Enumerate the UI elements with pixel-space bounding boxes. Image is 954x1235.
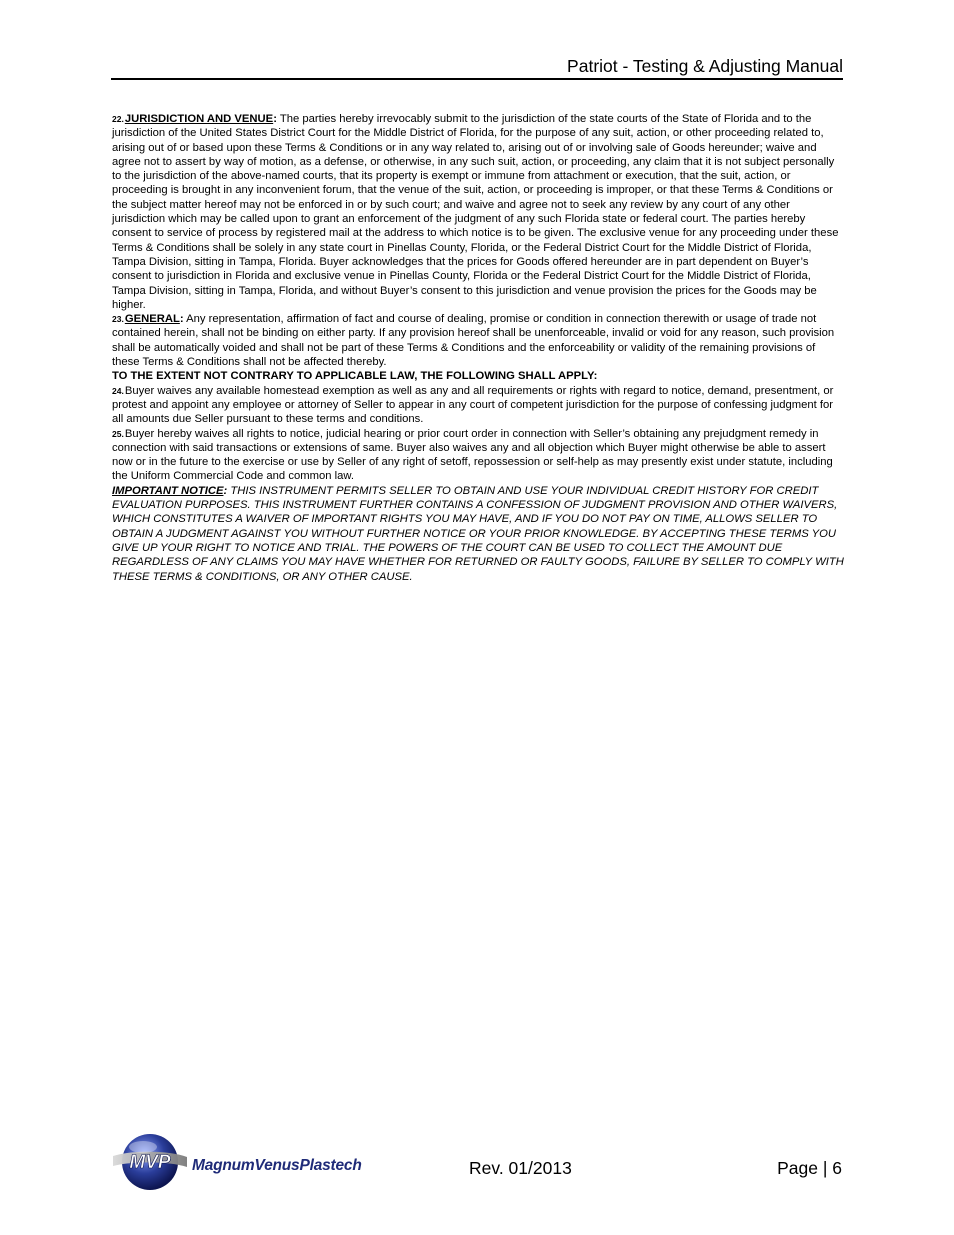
section-24 [112,384,844,427]
section-23-text: Any representation, affirmation of fact and course of dealing, promise or condition in connection therewith or usage of trade not contained herein, shall not be binding on either party. If any provision hereof shall be unenforceable, invalid or void for any reason, such provision shall be automatically voided and shall not be part of these Terms & Conditions and the enforceability or validity of the remaining provisions of these Terms & Conditions shall not be affected thereby. [112,313,835,369]
page-footer [111,1128,843,1194]
logo-mark-text: MVP [129,1152,171,1173]
company-logo [111,1130,401,1192]
logo-wordmark: MagnumVenusPlastech [192,1157,362,1174]
important-notice [112,484,844,584]
page-number: Page | 6 [777,1158,842,1178]
section-23 [112,312,844,369]
important-notice-heading: IMPORTANT NOTICE [112,484,224,497]
section-23-colon: : [179,313,184,326]
important-notice-colon: : [223,484,228,497]
revision-label: Rev. 01/2013 [469,1158,572,1178]
section-22 [112,112,844,312]
section-23-number: 23. [112,314,124,325]
section-22-colon: : [273,113,277,125]
section-24-text: Buyer waives any available homestead exemption as well as any and all requirements or rights with regard to notice, demand, presentment, or protest and appoint any employee or attorney of Seller to appear in any court of competent jurisdiction for the purpose of confessing judgment for all amounts due Seller pursuant to these terms and conditions. [112,384,834,426]
terms-content [112,112,844,584]
important-notice-text: THIS INSTRUMENT PERMITS SELLER TO OBTAIN AND USE YOUR INDIVIDUAL CREDIT HISTORY FOR CREDIT EVALUATION PURPOSES. THIS INSTRUMENT FURTHER CONTAINS A CONFESSION OF JUDGMENT PROVISION AND OTHER WAIVERS, WHICH CONSTITUTES A WAIVER OF IMPORTANT RIGHTS YOU MAY HAVE, AND IF YOU DO NOT PAY ON TIME, ALLOWS SELLER TO OBTAIN A JUDGMENT AGAINST YOU WITHOUT FURTHER NOTICE OR YOUR PRIOR KNOWLEDGE. BY ACCEPTING THESE TERMS YOU GIVE UP YOUR RIGHT TO NOTICE AND TRIAL. THE POWERS OF THE COURT CAN BE USED TO COLLECT THE AMOUNT DUE REGARDLESS OF ANY CLAIMS YOU MAY HAVE WHETHER FOR RETURNED OR FAULTY GOODS, FAILURE BY SELLER TO COMPLY WITH THESE TERMS & CONDITIONS, OR ANY OTHER CAUSE. [112,484,844,583]
section-22-number: 22. [112,114,124,124]
section-23-heading: GENERAL [124,313,180,326]
section-22-heading: JURISDICTION AND VENUE [124,113,274,125]
section-25-number: 25. [112,428,124,439]
section-25-text: Buyer hereby waives all rights to notice, judicial hearing or prior court order in connection with Seller’s obtaining any prejudgment remedy in connection with said transactions or extensions of same. Buyer also waives any and all objection which Buyer might otherwise be able to assert now or in the future to the exercise or use by Seller of any right of setoff, repossession or self-help as may presently exist under statute, including the Uniform Commercial Code and common law. [112,427,833,483]
section-22-text: The parties hereby irrevocably submit to the jurisdiction of the state courts of the State of Florida and to the jurisdiction of the United States District Court for the Middle District of Florida, for the purpose of any suit, action, or other proceeding related to, arising out of or based upon these Terms & Conditions or in any way related to, arising out of or involving sale of Goods hereunder; waive and agree not to assert by way of motion, as a defense, or otherwise, in any such suit, action, or proceeding, any claim that it is not subject personally to the jurisdiction of the above-named courts, that its property is exempt or immune from attachment or execution, that the suit, action, or proceeding is brought in any inconvenient forum, that the venue of the suit, action, or proceeding is improper, or that these Terms & Conditions or the subject matter hereof may not be enforced in or by such court; and waive and agree not to seek any review by any court of any other jurisdiction which may be called upon to grant an enforcement of the judgment of any such Florida state or federal court. The parties hereby consent to service of process by registered mail at the address to which notice is to be given. The exclusive venue for any proceeding under these Terms & Conditions shall be solely in any state court in Pinellas County, Florida, or the Federal District Court for the Middle District of Florida, Tampa Division, sitting in Tampa, Florida. Buyer acknowledges that the prices for Goods offered hereunder are in part dependent on Buyer’s consent to jurisdiction in Florida and exclusive venue in Pinellas County, Florida or the Federal District Court for the Middle District of Florida, Tampa Division, sitting in Tampa, Florida, and without Buyer’s consent to this jurisdiction and venue provision the prices for the Goods may be higher. [112,113,839,311]
manual-title: Patriot - Testing & Adjusting Manual [567,56,843,76]
applicable-law-statement: TO THE EXTENT NOT CONTRARY TO APPLICABLE LAW, THE FOLLOWING SHALL APPLY: [112,370,598,383]
page-header [111,56,843,80]
section-25 [112,427,844,484]
section-24-number: 24. [112,385,124,396]
